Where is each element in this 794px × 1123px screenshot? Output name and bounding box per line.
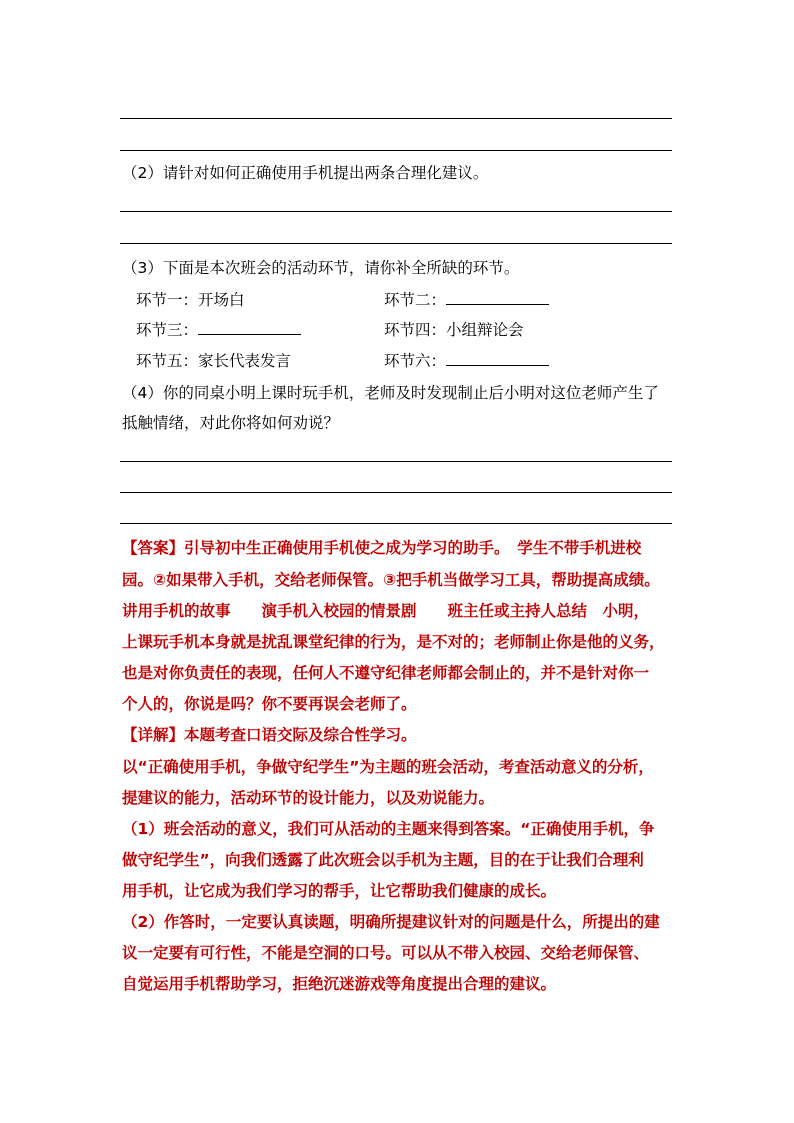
detail-text: 本题考查口语交际及综合性学习。 xyxy=(184,726,417,744)
answer-line-4: 上课玩手机本身就是扰乱课堂纪律的行为，是不对的；老师制止你是他的义务， xyxy=(122,633,665,651)
detail-line-1 xyxy=(122,724,417,746)
answer-line xyxy=(120,461,672,462)
step-2-blank xyxy=(446,290,549,305)
step-2-label: 环节二： xyxy=(384,291,447,309)
detail-line-7: （2）作答时，一定要认真读题，明确所提建议针对的问题是什么，所提出的建 xyxy=(122,913,660,931)
answer-line-5: 也是对你负责任的表现，任何人不遵守纪律老师都会制止的，并不是针对你一 xyxy=(122,664,650,682)
detail-line-3: 提建议的能力，活动环节的设计能力，以及劝说能力。 xyxy=(122,789,495,807)
step-1: 环节一：开场白 xyxy=(136,291,245,309)
detail-line-5: 做守纪学生”，向我们透露了此次班会以手机为主题，目的在于让我们合理利 xyxy=(122,851,644,869)
step-5: 环节五：家长代表发言 xyxy=(136,352,292,370)
step-3-label: 环节三： xyxy=(136,321,199,339)
step-6-label: 环节六： xyxy=(384,352,447,370)
detail-line-8: 议一定要有可行性，不能是空洞的口号。可以从不带入校园、交给老师保管、 xyxy=(122,944,650,962)
detail-line-9: 自觉运用手机帮助学习，拒绝沉迷游戏等角度提出合理的建议。 xyxy=(122,975,557,993)
answer-tag: 【答案】 xyxy=(122,539,185,557)
detail-line-4: （1）班会活动的意义，我们可从活动的主题来得到答案。“正确使用手机，争 xyxy=(122,820,655,838)
step-4: 环节四：小组辩论会 xyxy=(384,321,524,339)
answer-line xyxy=(120,211,672,212)
answer-line xyxy=(120,492,672,493)
question-3: （3）下面是本次班会的活动环节，请你补全所缺的环节。 xyxy=(122,259,520,277)
answer-line xyxy=(120,243,672,244)
question-4-line-2: 抵触情绪，对此你将如何劝说？ xyxy=(122,414,340,432)
answer-line xyxy=(120,150,672,151)
detail-line-6: 用手机，让它成为我们学习的帮手，让它帮助我们健康的成长。 xyxy=(122,882,557,900)
answer-text: 引导初中生正确使用手机使之成为学习的助手。 学生不带手机进校 xyxy=(184,539,642,557)
answer-line xyxy=(120,523,672,524)
step-6 xyxy=(384,351,549,371)
step-6-blank xyxy=(446,351,549,366)
step-3-blank xyxy=(198,320,301,335)
answer-line-6: 个人的，你说是吗？你不要再误会老师了。 xyxy=(122,695,417,713)
detail-tag: 【详解】 xyxy=(122,726,185,744)
question-2: （2）请针对如何正确使用手机提出两条合理化建议。 xyxy=(122,164,489,182)
step-3 xyxy=(136,320,301,340)
answer-line-1 xyxy=(122,537,641,559)
step-2 xyxy=(384,290,549,310)
answer-line xyxy=(120,118,672,119)
detail-line-2: 以“正确使用手机，争做守纪学生”为主题的班会活动，考查活动意义的分析， xyxy=(122,758,654,776)
answer-line-3: 讲用手机的故事 演手机入校园的情景剧 班主任或主持人总结 小明， xyxy=(122,602,650,620)
answer-line-2: 园。②如果带入手机，交给老师保管。③把手机当做学习工具，帮助提高成绩。 xyxy=(122,571,660,589)
question-4-line-1: （4）你的同桌小明上课时玩手机，老师及时发现制止后小明对这位老师产生了 xyxy=(122,384,659,402)
